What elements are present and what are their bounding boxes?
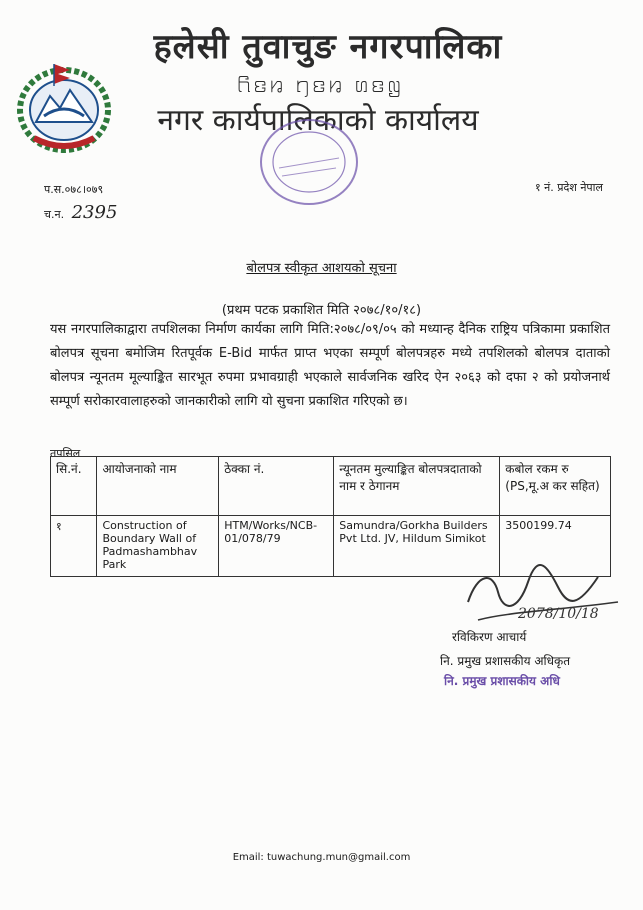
footer-email: Email: tuwachung.mun@gmail.com [232,852,411,863]
reference-cn-label: च.न. [44,208,65,221]
table-header-row [51,457,611,516]
cell-project: Construction of Boundary Wall of Padmashambhav Park [97,516,219,577]
municipality-title: हलेसी तुवाचुङ नगरपालिका [153,27,503,67]
header-contract: ठेक्का नं. [219,457,334,516]
office-title: नगर कार्यपालिकाको कार्यालय [157,103,479,138]
cell-bidder: Samundra/Gorkha Builders Pvt Ltd. JV, Hildum Simikot [334,516,500,577]
signatory-title: नि. प्रमुख प्रशासकीय अधिकृत [440,654,571,668]
header-bidder: न्यूनतम मुल्याङ्कित बोलपत्रदाताको नाम र ठेगानम [334,457,500,516]
signatory-stamp: नि. प्रमुख प्रशासकीय अधि [444,674,560,688]
cell-contract: HTM/Works/NCB-01/078/79 [219,516,334,577]
reference-cn [44,202,117,223]
notice-paragraph: यस नगरपालिकाद्वारा तपशिलका निर्माण कार्यका लागि मिति:२०७८/०९/०५ को मध्यान्ह दैनिक राष्ट्रिय पत्रिकामा प्रकाशित बोलपत्र सूचना बमोजिम रितपूर्वक E-Bid मार्फत प्राप्त भएका सम्पूर्ण बोलपत्रहरु मध्ये तपशिलको बोलपत्र दाताको बोलपत्र न्यूनतम मूल्याङ्कित सारभूत रुपमा प्रभावग्राही भएकाले सार्वजनिक खरिद ऐन २०६३ को दफा २ को प्रयोजनार्थ सम्पूर्ण सरोकारवालाहरुको जानकारीको लागि यो सुचना प्रकाशित गरिएको छ। [50,322,610,409]
signatory-name: रविकिरण आचार्य [452,630,527,644]
publish-date: (प्रथम पटक प्रकाशित मिति २०७८/१०/१८) [221,303,422,318]
header-serial: सि.नं. [51,457,97,516]
reference-cn-value: 2395 [71,202,118,223]
bid-table [50,456,611,577]
cell-amount: 3500199.74 [500,516,611,577]
notice-subject-text: बोलपत्र स्वीकृत आशयको सूचना [246,261,397,276]
signature-date: 2078/10/18 [518,606,599,622]
cell-serial: १ [51,516,97,577]
office-stamp-icon [254,112,364,212]
local-script-title: ꤖꤢꤙ ꤚꤢꤙ ꤛꤢꤜ [236,70,404,98]
province-label: १ नं. प्रदेश नेपाल [534,181,603,194]
nepal-emblem-icon [14,58,114,154]
handwritten-signature [448,562,628,632]
notice-subject [0,258,643,276]
table-caption: तपसिल [50,447,81,460]
header-project: आयोजनाको नाम [97,457,219,516]
reference-ps: प.स.०७८।०७९ [44,183,104,196]
header-amount: कबोल रकम रु (PS,मू.अ कर सहित) [500,457,611,516]
